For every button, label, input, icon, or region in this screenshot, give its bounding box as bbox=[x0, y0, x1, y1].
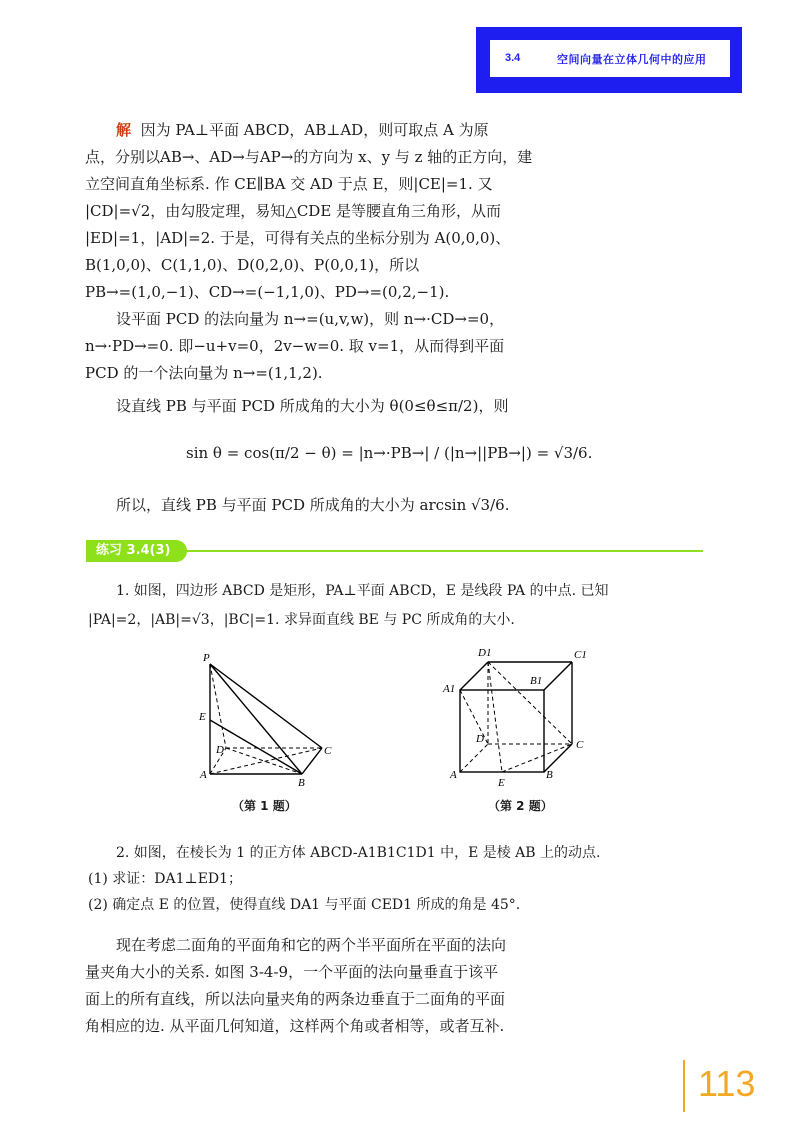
fig1-label: P bbox=[203, 652, 210, 664]
solution-line bbox=[116, 120, 489, 140]
figure-1-caption: （第 1 题） bbox=[232, 799, 297, 813]
closing-line: 量夹角大小的关系. 如图 3-4-9，一个平面的法向量垂直于该平 bbox=[85, 963, 499, 981]
solution-line: 设直线 PB 与平面 PCD 所成角的大小为 θ(0≤θ≤π/2)，则 bbox=[116, 397, 509, 415]
fig1-label: E bbox=[199, 711, 206, 723]
fig1-label: D bbox=[216, 744, 224, 756]
section-title: 空间向量在立体几何中的应用 bbox=[557, 53, 707, 66]
fig2-label: C bbox=[576, 739, 584, 751]
exercise-q2-line: (2) 确定点 E 的位置，使得直线 DA1 与平面 CED1 所成的角是 45°. bbox=[88, 897, 521, 913]
page-number-bar bbox=[683, 1060, 685, 1112]
figure-2-cube bbox=[440, 640, 600, 790]
solution-line: 设平面 PCD 的法向量为 n→=(u,v,w)，则 n→·CD→=0， bbox=[116, 310, 505, 328]
fig2-label: B bbox=[546, 769, 553, 781]
fig2-label: A1 bbox=[443, 683, 456, 695]
fig2-label: B1 bbox=[530, 675, 543, 687]
exercise-q1-line: 1. 如图，四边形 ABCD 是矩形，PA⊥平面 ABCD，E 是线段 PA 的中点. 已知 bbox=[116, 583, 609, 599]
figure-2-caption: （第 2 题） bbox=[488, 799, 553, 813]
section-number: 3.4 bbox=[505, 52, 521, 64]
solution-line: 所以，直线 PB 与平面 PCD 所成角的大小为 arcsin √3/6. bbox=[116, 496, 510, 514]
closing-line: 面上的所有直线，所以法向量夹角的两条边垂直于二面角的平面 bbox=[85, 990, 506, 1008]
exercise-q1-line: |PA|=2，|AB|=√3，|BC|=1. 求异面直线 BE 与 PC 所成角的大小. bbox=[88, 612, 515, 628]
solution-line: |ED|=1，|AD|=2. 于是，可得有关点的坐标分别为 A(0,0,0)、 bbox=[85, 229, 511, 247]
fig2-label: D bbox=[476, 733, 484, 745]
page-number: 113 bbox=[698, 1063, 756, 1104]
solution-line: 点，分别以AB→、AD→与AP→的方向为 x、y 与 z 轴的正方向，建 bbox=[85, 148, 533, 166]
fig1-label: C bbox=[324, 745, 332, 757]
solution-line: |CD|=√2，由勾股定理，易知△CDE 是等腰直角三角形，从而 bbox=[85, 202, 502, 220]
exercise-q2-line: (1) 求证：DA1⊥ED1； bbox=[88, 871, 243, 887]
closing-line: 现在考虑二面角的平面角和它的两个半平面所在平面的法向 bbox=[116, 936, 507, 954]
fig2-label: C1 bbox=[574, 649, 587, 661]
exercise-q2-line: 2. 如图，在棱长为 1 的正方体 ABCD-A1B1C1D1 中，E 是棱 AB 上的动点. bbox=[116, 845, 601, 861]
closing-line: 角相应的边. 从平面几何知道，这样两个角或者相等，或者互补. bbox=[85, 1017, 505, 1035]
solution-text: 因为 PA⊥平面 ABCD，AB⊥AD，则可取点 A 为原 bbox=[140, 121, 489, 139]
fig1-label: A bbox=[200, 769, 207, 781]
solution-line: n→·PD→=0. 即−u+v=0，2v−w=0. 取 v=1，从而得到平面 bbox=[85, 337, 505, 355]
figure-1-pyramid bbox=[190, 640, 350, 790]
exercise-rule bbox=[187, 550, 703, 552]
exercise-tag: 练习 3.4(3) bbox=[86, 540, 187, 562]
formula-line: sin θ = cos(π/2 − θ) = |n→·PB→| / (|n→||PB→|) = √3/6. bbox=[186, 444, 593, 462]
fig2-label: A bbox=[450, 769, 457, 781]
solution-line: B(1,0,0)、C(1,1,0)、D(0,2,0)、P(0,0,1)，所以 bbox=[85, 256, 420, 274]
fig2-label: D1 bbox=[478, 647, 492, 659]
fig2-label: E bbox=[498, 777, 505, 789]
solution-line: PB→=(1,0,−1)、CD→=(−1,1,0)、PD→=(0,2,−1). bbox=[85, 283, 450, 301]
solution-label: 解 bbox=[116, 121, 132, 139]
header-underline bbox=[490, 77, 730, 79]
solution-line: PCD 的一个法向量为 n→=(1,1,2). bbox=[85, 364, 323, 382]
fig1-label: B bbox=[298, 777, 305, 789]
solution-line: 立空间直角坐标系. 作 CE∥BA 交 AD 于点 E，则|CE|=1. 又 bbox=[85, 175, 493, 193]
